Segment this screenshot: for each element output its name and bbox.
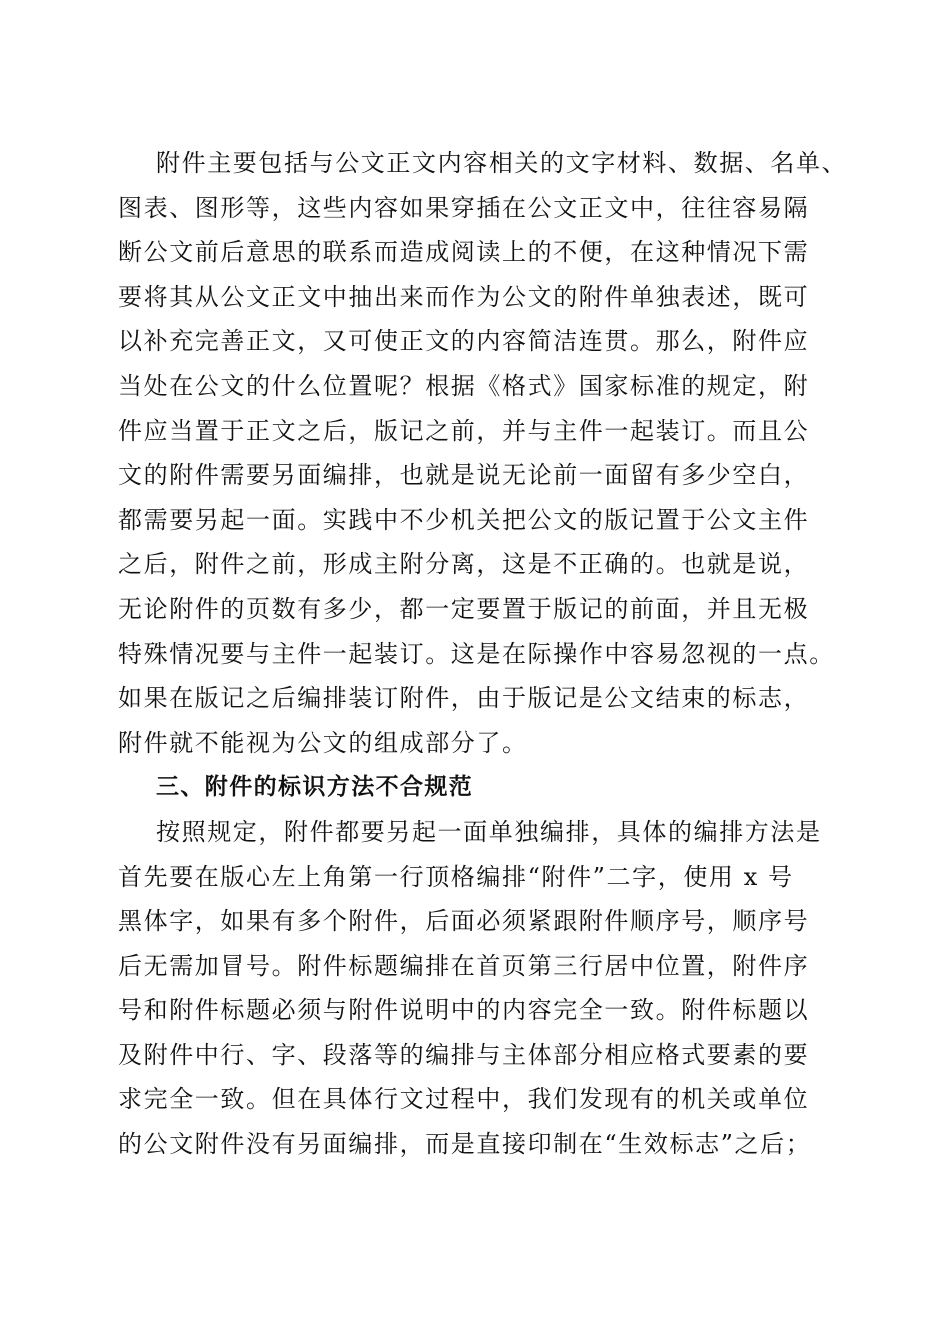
paragraph-line: 号和附件标题必须与附件说明中的内容完全一致。附件标题以: [118, 996, 810, 1025]
paragraph-line: 首先要在版心左上角第一行顶格编排“附件”二字，使用 x 号: [118, 862, 794, 891]
paragraph-line: 附件主要包括与公文正文内容相关的文字材料、数据、名单、: [156, 149, 848, 177]
paragraph-attachment-content: [118, 141, 848, 765]
paragraph-line: 要将其从公文正文中抽出来而作为公文的附件单独表述，既可: [118, 282, 810, 311]
paragraph-line: 无论附件的页数有多少，都一定要置于版记的前面，并且无极: [118, 594, 810, 623]
paragraph-line: 及附件中行、字、段落等的编排与主体部分相应格式要素的要: [118, 1040, 810, 1069]
paragraph-line: 黑体字，如果有多个附件，后面必须紧跟附件顺序号，顺序号: [118, 907, 810, 936]
paragraph-line: 如果在版记之后编排装订附件，由于版记是公文结束的标志，: [118, 684, 810, 713]
paragraph-line: 之后，附件之前，形成主附分离，这是不正确的。也就是说，: [118, 550, 810, 579]
paragraph-line: 以补充完善正文，又可使正文的内容简洁连贯。那么，附件应: [118, 327, 810, 356]
paragraph-line: 特殊情况要与主件一起装订。这是在际操作中容易忽视的一点。: [118, 639, 835, 668]
paragraph-line: 按照规定，附件都要另起一面单独编排，具体的编排方法是: [156, 817, 822, 846]
paragraph-line: 后无需加冒号。附件标题编排在首页第三行居中位置，附件序: [118, 951, 810, 980]
paragraph-line: 当处在公文的什么位置呢？根据《格式》国家标准的规定，附: [118, 371, 810, 400]
section-heading: 三、附件的标识方法不合规范: [156, 774, 474, 801]
paragraph-line: 断公文前后意思的联系而造成阅读上的不便，在这种情况下需: [118, 238, 810, 267]
paragraph-line: 件应当置于正文之后，版记之前，并与主件一起装订。而且公: [118, 416, 810, 445]
document-body: [118, 141, 848, 1167]
paragraph-line: 文的附件需要另面编排，也就是说无论前一面留有多少空白，: [118, 461, 810, 490]
paragraph-line: 都需要另起一面。实践中不少机关把公文的版记置于公文主件: [118, 505, 810, 534]
paragraph-line: 的公文附件没有另面编排，而是直接印制在“生效标志”之后；: [118, 1130, 812, 1159]
paragraph-line: 附件就不能视为公文的组成部分了。: [118, 728, 528, 757]
paragraph-line: 图表、图形等，这些内容如果穿插在公文正文中，往往容易隔: [118, 193, 810, 222]
paragraph-attachment-marking: [118, 810, 838, 1167]
paragraph-line: 求完全一致。但在具体行文过程中，我们发现有的机关或单位: [118, 1085, 810, 1114]
